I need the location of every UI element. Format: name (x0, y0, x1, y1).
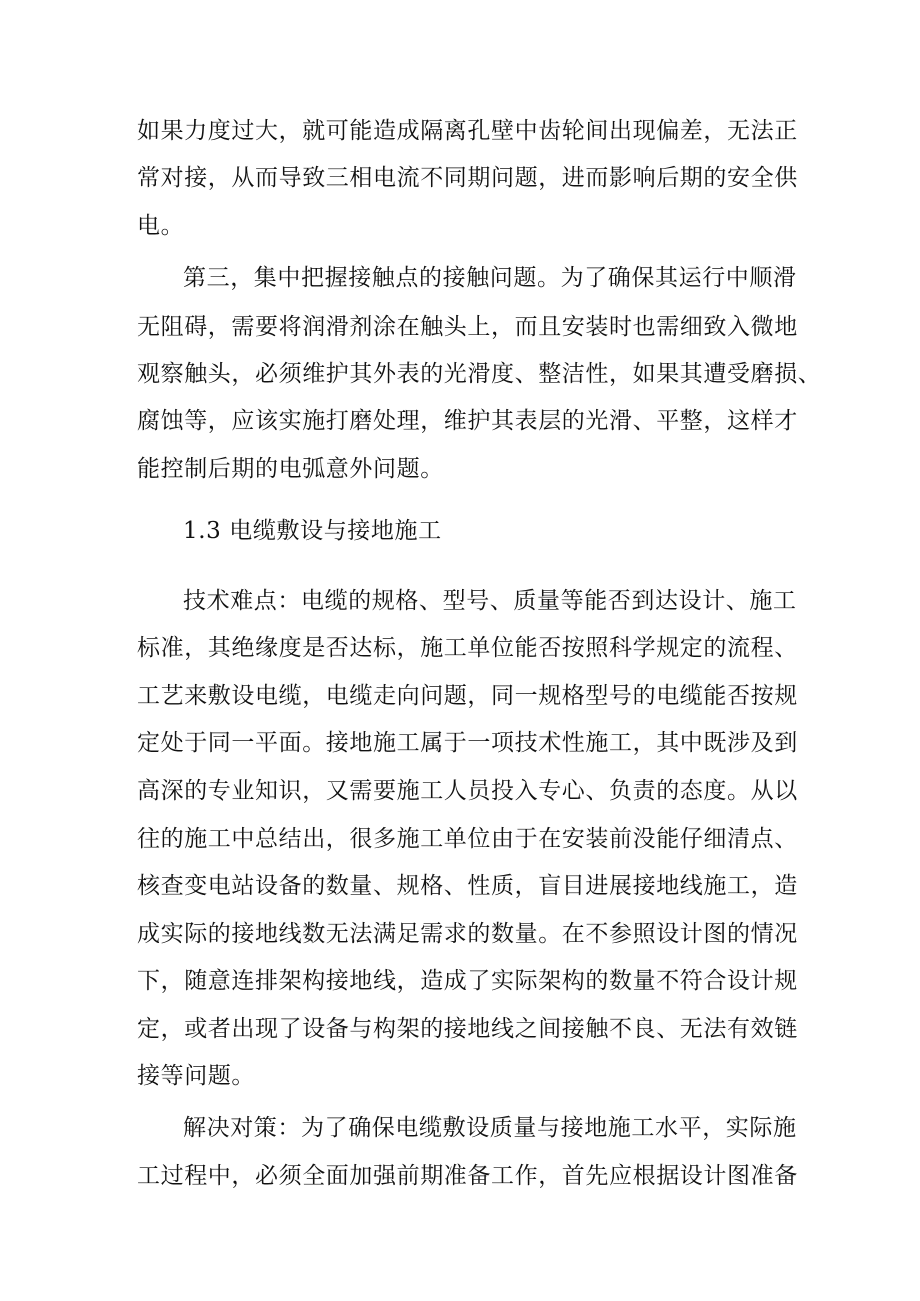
paragraph-3-line-6: 往的施工中总结出，很多施工单位由于在安装前没能仔细清点、 (137, 826, 798, 852)
paragraph-3-line-10: 定，或者出现了设备与构架的接地线之间接触不良、无法有效链 (137, 1016, 798, 1042)
section-heading: 1.3 电缆敷设与接地施工 (183, 518, 442, 544)
paragraph-1-line-2: 常对接，从而导致三相电流不同期问题，进而影响后期的安全供 (137, 165, 798, 191)
paragraph-3-line-4: 定处于同一平面。接地施工属于一项技术性施工，其中既涉及到 (137, 730, 798, 756)
paragraph-1-line-3: 电。 (137, 213, 185, 239)
paragraph-3-line-9: 下，随意连排架构接地线，造成了实际架构的数量不符合设计规 (137, 968, 798, 994)
paragraph-2-line-5: 能控制后期的电弧意外问题。 (137, 456, 444, 482)
paragraph-3-line-5: 高深的专业知识，又需要施工人员投入专心、负责的态度。从以 (137, 778, 798, 804)
paragraph-2-line-1: 第三，集中把握接触点的接触问题。为了确保其运行中顺滑 (183, 265, 797, 291)
paragraph-1-line-1: 如果力度过大，就可能造成隔离孔壁中齿轮间出现偏差，无法正 (137, 118, 798, 144)
paragraph-3-line-7: 核查变电站设备的数量、规格、性质，盲目进展接地线施工，造 (137, 873, 798, 899)
paragraph-4-line-1: 解决对策：为了确保电缆敷设质量与接地施工水平，实际施 (183, 1115, 797, 1141)
paragraph-3-line-8: 成实际的接地线数无法满足需求的数量。在不参照设计图的情况 (137, 921, 798, 947)
paragraph-4-line-2: 工过程中，必须全面加强前期准备工作，首先应根据设计图准备 (137, 1163, 798, 1189)
paragraph-2-line-4: 腐蚀等，应该实施打磨处理，维护其表层的光滑、平整，这样才 (137, 408, 798, 434)
paragraph-3-line-11: 接等问题。 (137, 1063, 255, 1089)
paragraph-2-line-3: 观察触头，必须维护其外表的光滑度、整洁性，如果其遭受磨损、 (137, 361, 822, 387)
paragraph-3-line-1: 技术难点：电缆的规格、型号、质量等能否到达设计、施工 (183, 588, 797, 614)
paragraph-3-line-2: 标准，其绝缘度是否达标，施工单位能否按照科学规定的流程、 (137, 635, 798, 661)
paragraph-3-line-3: 工艺来敷设电缆，电缆走向问题，同一规格型号的电缆能否按规 (137, 683, 798, 709)
paragraph-2-line-2: 无阻碍，需要将润滑剂涂在触头上，而且安装时也需细致入微地 (137, 314, 798, 340)
